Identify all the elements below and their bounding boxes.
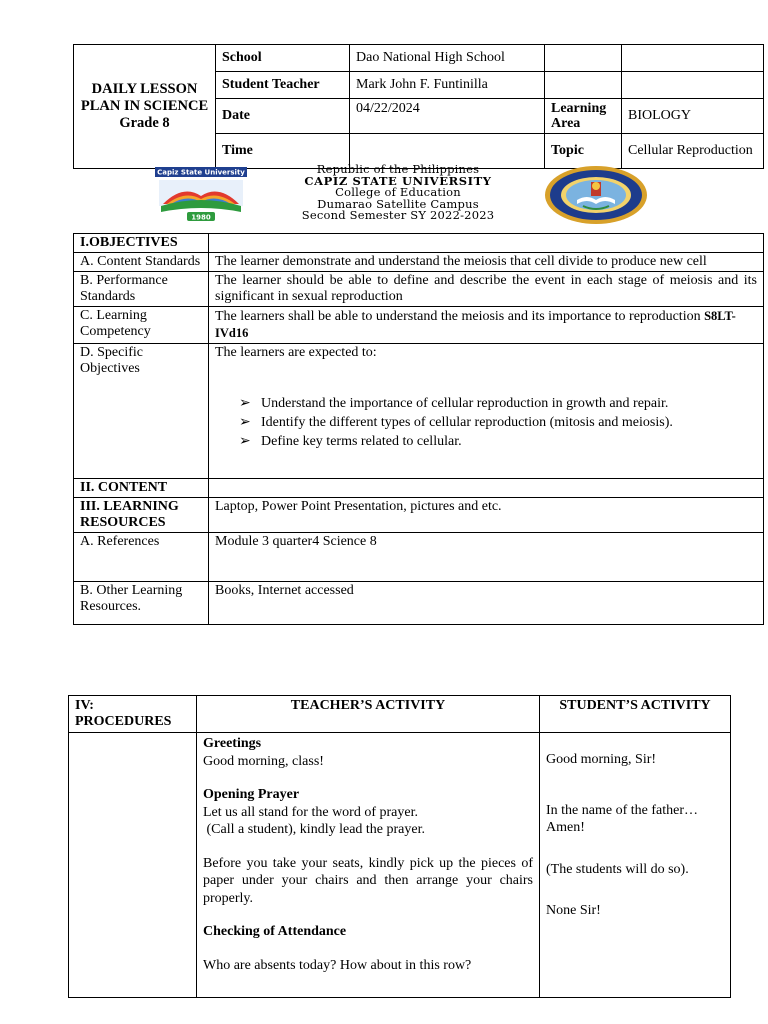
empty-cell bbox=[209, 234, 764, 253]
content-standards-value: The learner demonstrate and understand the meiosis that cell divide to produce new cell bbox=[209, 253, 764, 272]
college-seal-icon bbox=[543, 164, 649, 226]
opening-prayer-title: Opening Prayer bbox=[203, 787, 300, 802]
teacher-activity-heading: TEACHER’S ACTIVITY bbox=[197, 696, 540, 733]
student-activity-cell bbox=[540, 733, 731, 998]
bullet-text: Understand the importance of cellular reproduction in growth and repair. bbox=[261, 396, 669, 411]
campus-line: Dumarao Satellite Campus bbox=[317, 196, 479, 211]
procedures-step-cell bbox=[69, 733, 197, 998]
greetings-title: Greetings bbox=[203, 736, 262, 751]
empty-cell bbox=[622, 45, 764, 72]
semester-line: Second Semester SY 2022-2023 bbox=[301, 208, 495, 222]
list-item bbox=[239, 432, 757, 451]
performance-standards-label: B. Performance Standards bbox=[74, 272, 209, 307]
learning-area-value: BIOLOGY bbox=[622, 99, 764, 134]
prayer-teacher-line-2: (Call a student), kindly lead the prayer. bbox=[203, 822, 425, 837]
specific-objectives-label: D. Specific Objectives bbox=[74, 344, 209, 479]
lesson-plan-title: DAILY LESSON PLAN IN SCIENCE Grade 8 bbox=[74, 45, 216, 169]
performance-standards-value: The learner should be able to define and describe the event in each stage of meiosis and its significant in sexual reproduction bbox=[209, 272, 764, 307]
attendance-teacher: Who are absents today? How about in this row? bbox=[203, 957, 472, 973]
date-value: 04/22/2024 bbox=[350, 99, 545, 134]
specific-objectives-value bbox=[209, 344, 764, 479]
prayer-teacher-line-1: Let us all stand for the word of prayer. bbox=[203, 804, 418, 820]
seats-teacher: Before you take your seats, kindly pick up the pieces of paper under your chairs and then arrange your chairs properly. bbox=[203, 855, 533, 906]
bullet-text: Identify the different types of cellular reproduction (mitosis and meiosis). bbox=[261, 415, 673, 430]
references-value: Module 3 quarter4 Science 8 bbox=[209, 533, 764, 582]
specific-intro: The learners are expected to: bbox=[215, 345, 377, 360]
school-value: Dao National High School bbox=[350, 45, 545, 72]
arrow-bullet-icon: ➢ bbox=[239, 434, 251, 449]
teacher-label: Student Teacher bbox=[216, 72, 350, 99]
school-label: School bbox=[216, 45, 350, 72]
teacher-value: Mark John F. Funtinilla bbox=[350, 72, 545, 99]
list-item bbox=[239, 394, 757, 413]
logo-year: 1980 bbox=[191, 213, 211, 222]
objectives-table bbox=[73, 233, 764, 625]
lesson-header-table bbox=[73, 44, 764, 169]
learning-resources-value: Laptop, Power Point Presentation, pictures and etc. bbox=[209, 498, 764, 533]
empty-cell bbox=[545, 45, 622, 72]
learning-competency-value bbox=[209, 307, 764, 344]
objectives-heading: I.OBJECTIVES bbox=[74, 234, 209, 253]
college-line: College of Education bbox=[335, 185, 461, 199]
university-heading bbox=[273, 164, 523, 222]
objectives-bullet-list bbox=[215, 394, 757, 451]
capiz-state-university-logo bbox=[153, 166, 249, 224]
university-banner bbox=[73, 164, 763, 228]
references-label: A. References bbox=[74, 533, 209, 582]
procedures-table bbox=[68, 695, 731, 998]
competency-text: The learners shall be able to understand the meiosis and its importance to reproduction bbox=[215, 309, 701, 324]
student-activity-heading: STUDENT’S ACTIVITY bbox=[540, 696, 731, 733]
attendance-student: None Sir! bbox=[546, 903, 601, 918]
topic-label: Topic bbox=[545, 134, 622, 169]
other-resources-label: B. Other Learning Resources. bbox=[74, 582, 209, 625]
seats-student: (The students will do so). bbox=[546, 861, 689, 877]
learning-resources-heading: III. LEARNING RESOURCES bbox=[74, 498, 209, 533]
procedures-heading: IV: PROCEDURES bbox=[69, 696, 197, 733]
learning-area-label: Learning Area bbox=[545, 99, 622, 134]
university-name: CAPIZ STATE UNIVERSITY bbox=[304, 173, 492, 188]
other-resources-value: Books, Internet accessed bbox=[209, 582, 764, 625]
attendance-title: Checking of Attendance bbox=[203, 924, 347, 939]
content-standards-label: A. Content Standards bbox=[74, 253, 209, 272]
arrow-bullet-icon: ➢ bbox=[239, 415, 251, 430]
republic-line: Republic of the Philippines bbox=[316, 162, 480, 176]
greetings-teacher: Good morning, class! bbox=[203, 753, 324, 769]
bullet-text: Define key terms related to cellular. bbox=[261, 434, 462, 449]
learning-competency-label: C. Learning Competency bbox=[74, 307, 209, 344]
prayer-student: In the name of the father… Amen! bbox=[546, 802, 698, 835]
time-label: Time bbox=[216, 134, 350, 169]
empty-cell bbox=[622, 72, 764, 99]
greetings-student: Good morning, Sir! bbox=[546, 752, 657, 767]
date-label: Date bbox=[216, 99, 350, 134]
empty-cell bbox=[545, 72, 622, 99]
empty-cell bbox=[209, 479, 764, 498]
competency-code: S8LT-IVd16 bbox=[215, 309, 736, 340]
teacher-activity-cell bbox=[197, 733, 540, 998]
topic-value: Cellular Reproduction bbox=[622, 134, 764, 169]
logo-text: Capiz State University bbox=[157, 168, 245, 177]
arrow-bullet-icon: ➢ bbox=[239, 396, 251, 411]
content-heading: II. CONTENT bbox=[74, 479, 209, 498]
list-item bbox=[239, 413, 757, 432]
